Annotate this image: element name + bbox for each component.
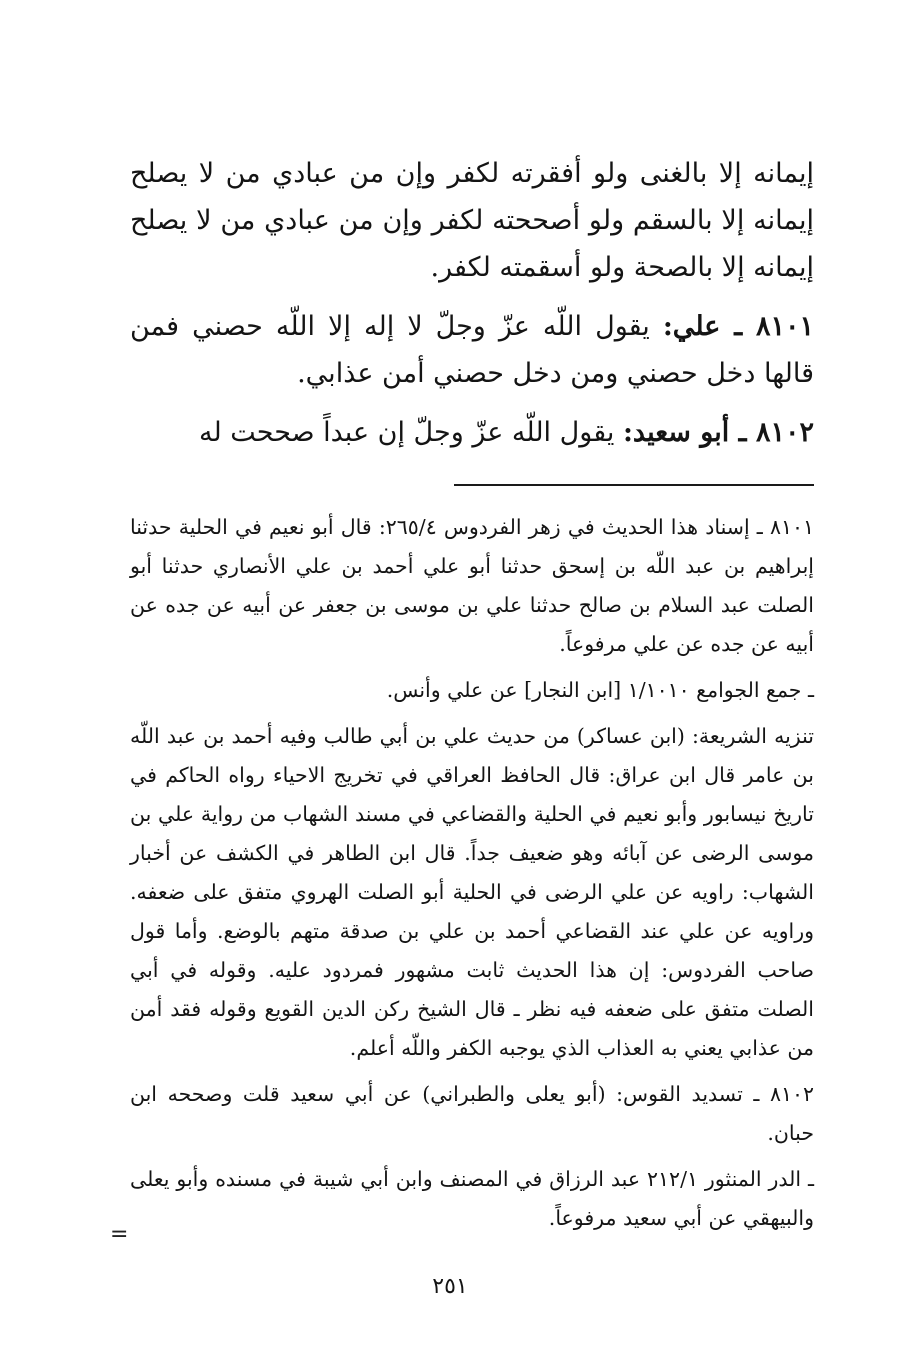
footnotes xyxy=(130,508,814,1245)
hadith-8101-text: يقول اللّه عزّ وجلّ لا إله إلا اللّه حصني فمن قالها دخل حصني ومن دخل حصني أمن عذابي. xyxy=(130,311,814,389)
footnote-8101-isnad: ٨١٠١ ـ إسناد هذا الحديث في زهر الفردوس ٢٦٥/٤: قال أبو نعيم في الحلية حدثنا إبراهيم بن عبد اللّه بن إسحق حدثنا أبو علي أحمد بن علي الأنصاري حدثنا أبو الصلت عبد السلام بن صالح حدثنا علي بن موسى بن جعفر عن أبيه عن جده عن أبيه عن جده عن علي مرفوعاً. xyxy=(130,515,814,656)
page-number: ٢٥١ xyxy=(432,1274,468,1299)
hadith-8101 xyxy=(130,303,814,397)
footnote-tanzih-al-sharia: تنزيه الشريعة: (ابن عساكر) من حديث علي بن أبي طالب وفيه أحمد بن عبد اللّه بن عامر قال ابن عراق: قال الحافظ العراقي في تخريج الاحياء رواه الحاكم في تاريخ نيسابور وأبو نعيم في الحلية والقضاعي في مسند الشهاب من رواية علي بن موسى الرضى عن آبائه وهو ضعيف جداً. قال ابن الطاهر في الكشف عن أخبار الشهاب: راويه عن علي الرضى في الحلية أبو الصلت الهروي متفق على ضعفه. وراويه عن علي عند القضاعي أحمد بن علي بن صدقة متهم بالوضع. وأما قول صاحب الفردوس: إن هذا الحديث ثابت مشهور فمردود عليه. وقوله في أبي الصلت متفق على ضعفه فيه نظر ـ قال الشيخ ركن الدين القويع وقوله فقد أمن من عذابي يعني به العذاب الذي يوجبه الكفر واللّه أعلم. xyxy=(130,724,814,1060)
footnote-8102-tasdid: ٨١٠٢ ـ تسديد القوس: (أبو يعلى والطبراني) عن أبي سعيد قلت وصححه ابن حبان. xyxy=(130,1082,814,1145)
main-paragraph-continuation: إيمانه إلا بالغنى ولو أفقرته لكفر وإن من عبادي من لا يصلح إيمانه إلا بالسقم ولو أصححته لكفر وإن من عبادي من لا يصلح إيمانه إلا بالصحة ولو أسقمته لكفر. xyxy=(130,158,814,283)
hadith-8102-text: يقول اللّه عزّ وجلّ إن عبداً صححت له xyxy=(198,417,615,448)
footnote-divider xyxy=(454,484,814,486)
margin-mark: = xyxy=(110,1222,129,1247)
hadith-8101-number: ٨١٠١ ـ علي: xyxy=(662,311,814,342)
hadith-8102 xyxy=(130,409,814,456)
footnote-durr-manthur: ـ الدر المنثور ٢١٢/١ عبد الرزاق في المصنف وابن أبي شيبة في مسنده وأبو يعلى والبيهقي عن أبي سعيد مرفوعاً. xyxy=(130,1167,814,1230)
hadith-8102-number: ٨١٠٢ ـ أبو سعيد: xyxy=(622,417,814,448)
footnote-jami-al-jawami: ـ جمع الجوامع ١/١٠١٠ [ابن النجار] عن علي وأنس. xyxy=(386,678,814,702)
main-text xyxy=(130,150,814,468)
